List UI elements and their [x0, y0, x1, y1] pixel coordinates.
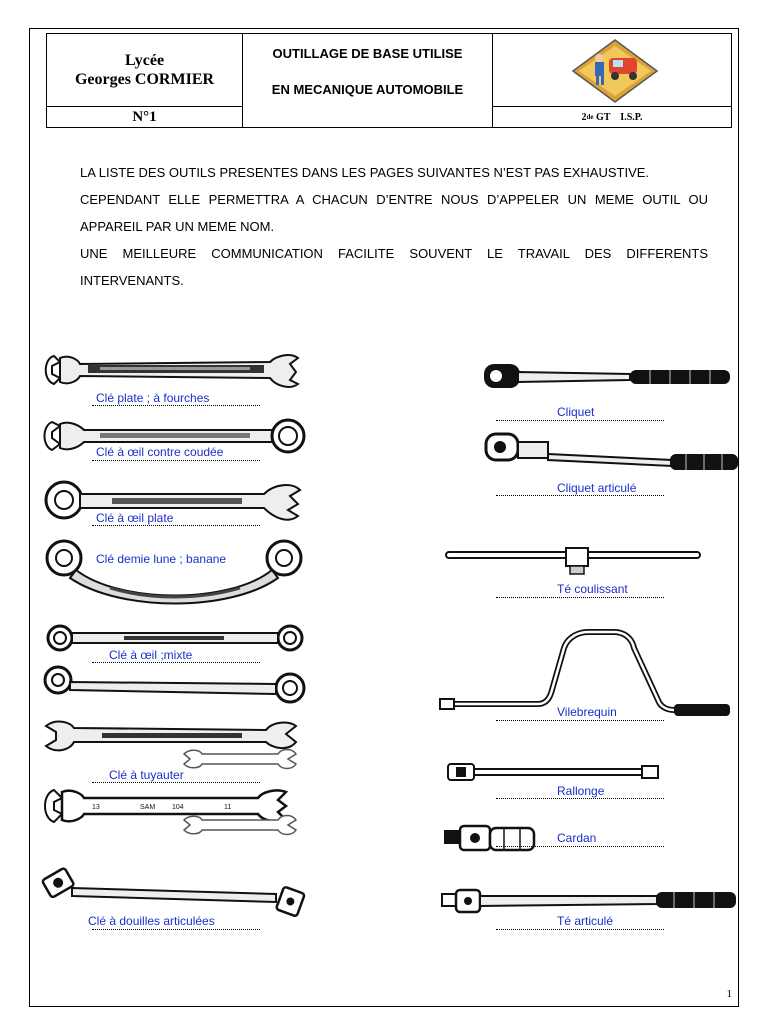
- tool-label-flat-wrench: Clé plate ; à fourches: [96, 391, 210, 405]
- label-line: [92, 929, 260, 930]
- intro-line3: UNE MEILLEURE COMMUNICATION FACILITE SOUVENT LE TRAVAIL DES DIFFERENTS INTERVENANTS.: [80, 246, 708, 288]
- tool-label-extension-bar: Rallonge: [557, 784, 605, 798]
- tool-label-flare-nut-wrench: Clé à tuyauter: [109, 768, 184, 782]
- tool-label-sliding-t-handle: Té coulissant: [557, 582, 628, 596]
- engraving-brand: SAM: [140, 804, 156, 811]
- sliding-t-handle-illustration: [442, 544, 704, 578]
- logo-cell: [492, 33, 732, 107]
- articulated-socket-wrench-illustration: [40, 864, 308, 920]
- tool-label-universal-joint: Cardan: [557, 831, 597, 845]
- school-line1: Lycée: [124, 52, 165, 69]
- half-moon-wrench-illustration: [40, 538, 308, 608]
- engraving-model: 104: [172, 804, 184, 811]
- tool-label-articulated-socket-wrench: Clé à douilles articulées: [88, 914, 215, 928]
- school-cell: [46, 33, 243, 107]
- page-number: 1: [726, 988, 732, 1000]
- articulated-ratchet-illustration: [482, 430, 742, 474]
- label-line: [496, 597, 664, 598]
- label-line: [496, 420, 664, 421]
- ratchet-illustration: [480, 360, 740, 394]
- label-line: [92, 782, 260, 783]
- label-line: [496, 929, 664, 930]
- title-cell: [242, 33, 493, 128]
- flat-wrench-illustration: [40, 348, 304, 392]
- label-line: [496, 846, 664, 847]
- label-line: [92, 460, 260, 461]
- label-line: [92, 662, 260, 663]
- label-line: [496, 798, 664, 799]
- tool-label-articulated-ratchet: Cliquet articulé: [557, 481, 637, 495]
- engraving-size-a: 13: [92, 804, 100, 811]
- tool-label-flat-box-wrench: Clé à œil plate: [96, 511, 174, 525]
- tool-label-speed-brace: Vilebrequin: [557, 705, 617, 719]
- deep-offset-wrench-illustration: [40, 664, 308, 706]
- school-line2: Georges CORMIER: [74, 71, 215, 88]
- tool-label-half-moon-wrench: Clé demie lune ; banane: [96, 552, 227, 566]
- tool-label-offset-box-wrench: Clé à œil contre coudée: [96, 445, 224, 459]
- class-cell: [492, 106, 732, 128]
- breaker-bar-illustration: [438, 884, 740, 918]
- doc-number-cell: [46, 106, 243, 128]
- title-line2: EN MECANIQUE AUTOMOBILE: [271, 82, 464, 97]
- small-flare-wrench-illustration: [182, 748, 298, 770]
- tool-label-ratchet: Cliquet: [557, 405, 595, 419]
- doc-number: N°1: [132, 108, 157, 125]
- mechanic-logo: [571, 38, 659, 104]
- extension-bar-illustration: [444, 760, 664, 784]
- tool-label-box-wrench: Clé à œil ;mixte: [109, 648, 193, 662]
- label-line: [496, 720, 664, 721]
- label-line: [92, 525, 260, 526]
- label-line: [92, 405, 260, 406]
- tool-label-articulated-t-bar: Té articulé: [557, 914, 614, 928]
- label-line: [496, 495, 664, 496]
- title-line1: OUTILLAGE DE BASE UTILISE: [272, 46, 463, 61]
- universal-joint-illustration: [442, 822, 542, 856]
- class-label: 2 de GT I.S.P.: [581, 111, 643, 123]
- intro-text: [80, 159, 708, 294]
- small-open-wrench-illustration: [182, 814, 298, 836]
- intro-line1: LA LISTE DES OUTILS PRESENTES DANS LES PAGES SUIVANTES N’EST PAS EXHAUSTIVE.: [80, 165, 650, 180]
- intro-line2: CEPENDANT ELLE PERMETTRA A CHACUN D’ENTRE NOUS D’APPELER UN MEME OUTIL OU APPAREIL PAR UN MEME NOM.: [80, 192, 708, 234]
- engraving-size-b: 11: [224, 804, 232, 811]
